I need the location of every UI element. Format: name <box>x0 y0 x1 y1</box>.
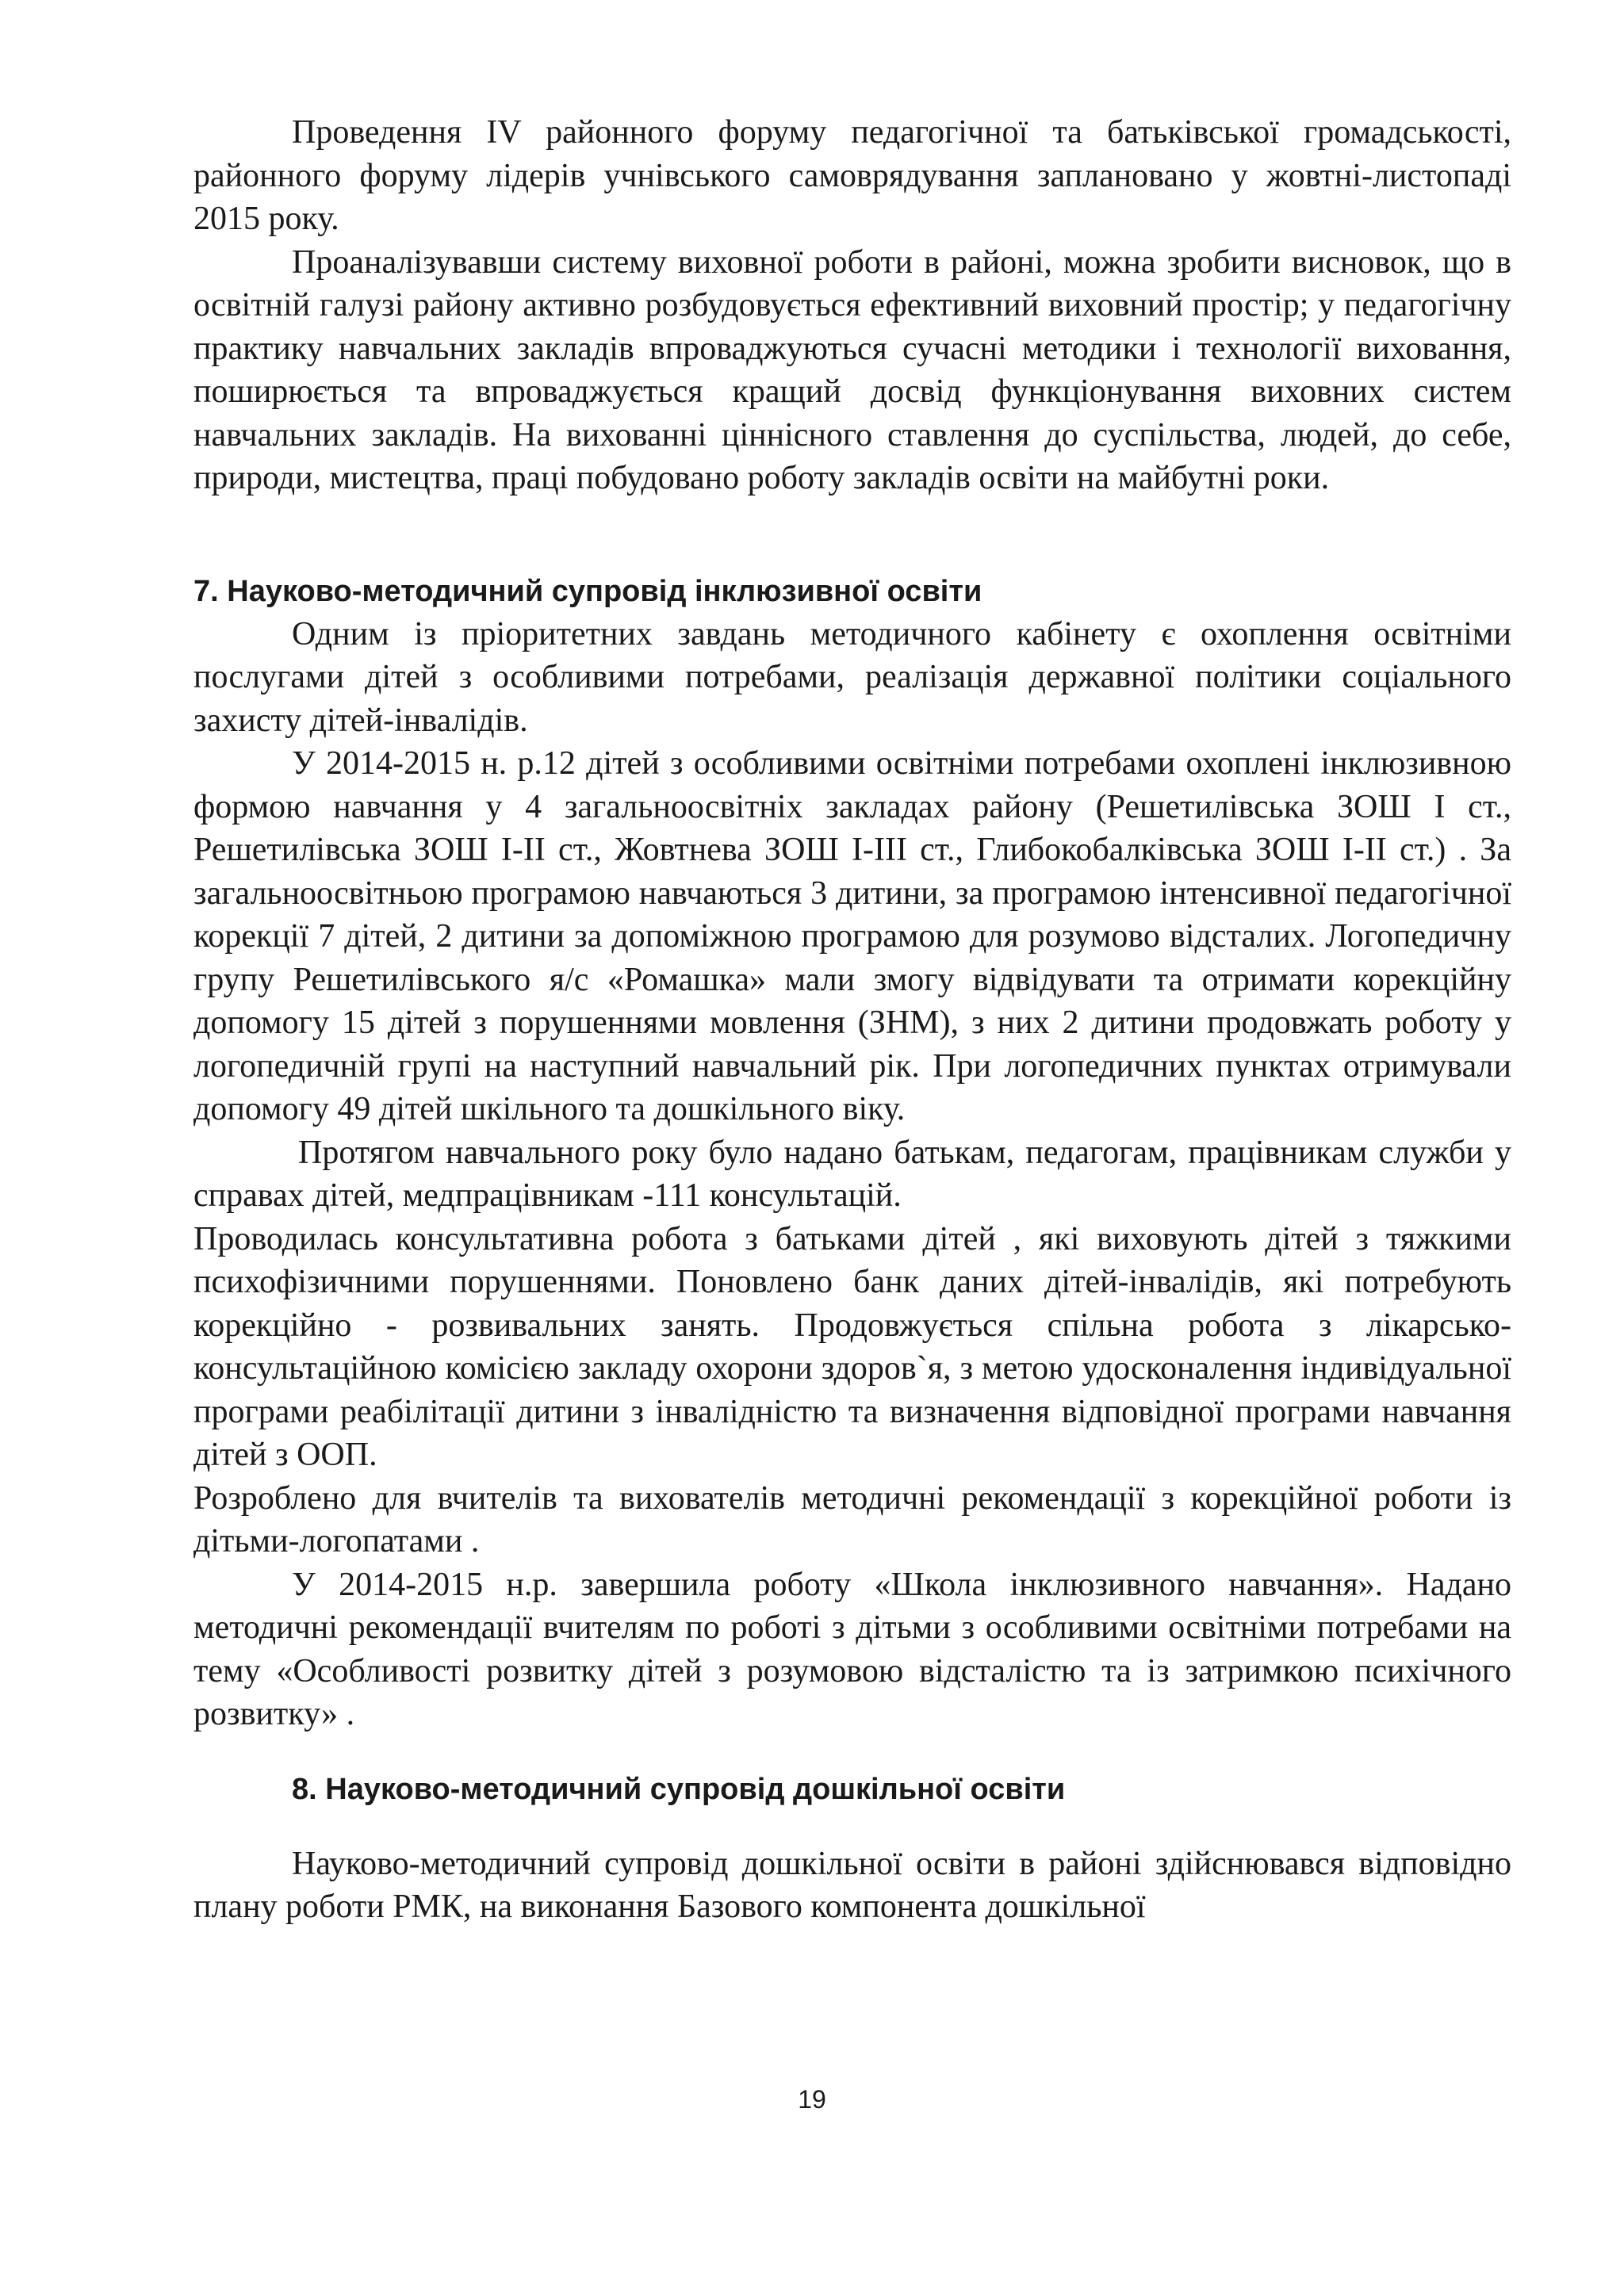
paragraph-statistics: У 2014-2015 н. р.12 дітей з особливими освітніми потребами охоплені інклюзивною формою навчання у 4 загальноосвітніх закладах району (Решетилівська ЗОШ І ст., Решетилівська ЗОШ І-ІІ ст., Жовтнева ЗОШ І-ІІІ ст., Глибокобалківська ЗОШ І-ІІ ст.) . За загальноосвітньою програмою навчаються 3 дитини, за програмою інтенсивної педагогічної корекції 7 дітей, 2 дитини за допоміжною програмою для розумово відсталих. Логопедичну групу Решетилівського я/с «Ромашка» мали змогу відвідувати та отримати корекційну допомогу 15 дітей з порушеннями мовлення (ЗНМ), з них 2 дитини продовжать роботу у логопедичній групі на наступний навчальний рік. При логопедичних пунктах отримували допомогу 49 дітей шкільного та дошкільного віку. <box>193 745 1511 1127</box>
paragraph-conclusion: Проаналізувавши систему виховної роботи в районі, можна зробити висновок, що в освітній галузі району активно розбудовується ефективний виховний простір; у педагогічну практику навчальних закладів впроваджуються сучасні методики і технології виховання, поширюється та впроваджується кращий досвід функціонування виховних систем навчальних закладів. На вихованні ціннісного ставлення до суспільства, людей, до себе, природи, мистецтва, праці побудовано роботу закладів освіти на майбутні роки. <box>193 243 1511 496</box>
paragraph-forum: Проведення IV районного форуму педагогічної та батьківської громадськості, районного форуму лідерів учнівського самоврядування заплановано у жовтні-листопаді 2015 року. <box>193 114 1511 237</box>
paragraph-priority: Одним із пріоритетних завдань методичного кабінету є охоплення освітніми послугами дітей з особливими потребами, реалізація державної політики соціального захисту дітей-інвалідів. <box>193 615 1511 739</box>
section-heading-inclusive: 7. Науково-методичний супровід інклюзивної освіти <box>193 574 982 608</box>
paragraph-consultations: Протягом навчального року було надано батькам, педагогам, працівникам служби у справах дітей, медпрацівникам -111 консультацій. <box>193 1134 1511 1214</box>
document-page <box>193 111 1511 1929</box>
paragraph-preschool: Науково-методичний супровід дошкільної освіти в районі здійснювався відповідно плану роботи РМК, на виконання Базового компонента дошкільної <box>193 1845 1511 1925</box>
paragraph-recommendations: Розроблено для вчителів та вихователів методичні рекомендації з корекційної роботи із дітьми-логопатами . <box>193 1479 1511 1559</box>
paragraph-school: У 2014-2015 н.р. завершила роботу «Школа інклюзивного навчання». Надано методичні рекомендації вчителям по роботі з дітьми з особливими освітніми потребами на тему «Особливості розвитку дітей з розумовою відсталістю та із затримкою психічного розвитку» . <box>193 1566 1511 1732</box>
page-number: 19 <box>798 2085 826 2114</box>
paragraph-parents-work: Проводилась консультативна робота з батьками дітей , які виховують дітей з тяжкими психофізичними порушеннями. Поновлено банк даних дітей-інвалідів, які потребують корекційно - розвивальних занять. Продовжується спільна робота з лікарсько-консультаційною комісією закладу охорони здоров`я, з метою удосконалення індивідуальної програми реабілітації дитини з інвалідністю та визначення відповідної програми навчання дітей з ООП. <box>193 1220 1511 1473</box>
section-heading-preschool: 8. Науково-методичний супровід дошкільної освіти <box>292 1772 1066 1806</box>
